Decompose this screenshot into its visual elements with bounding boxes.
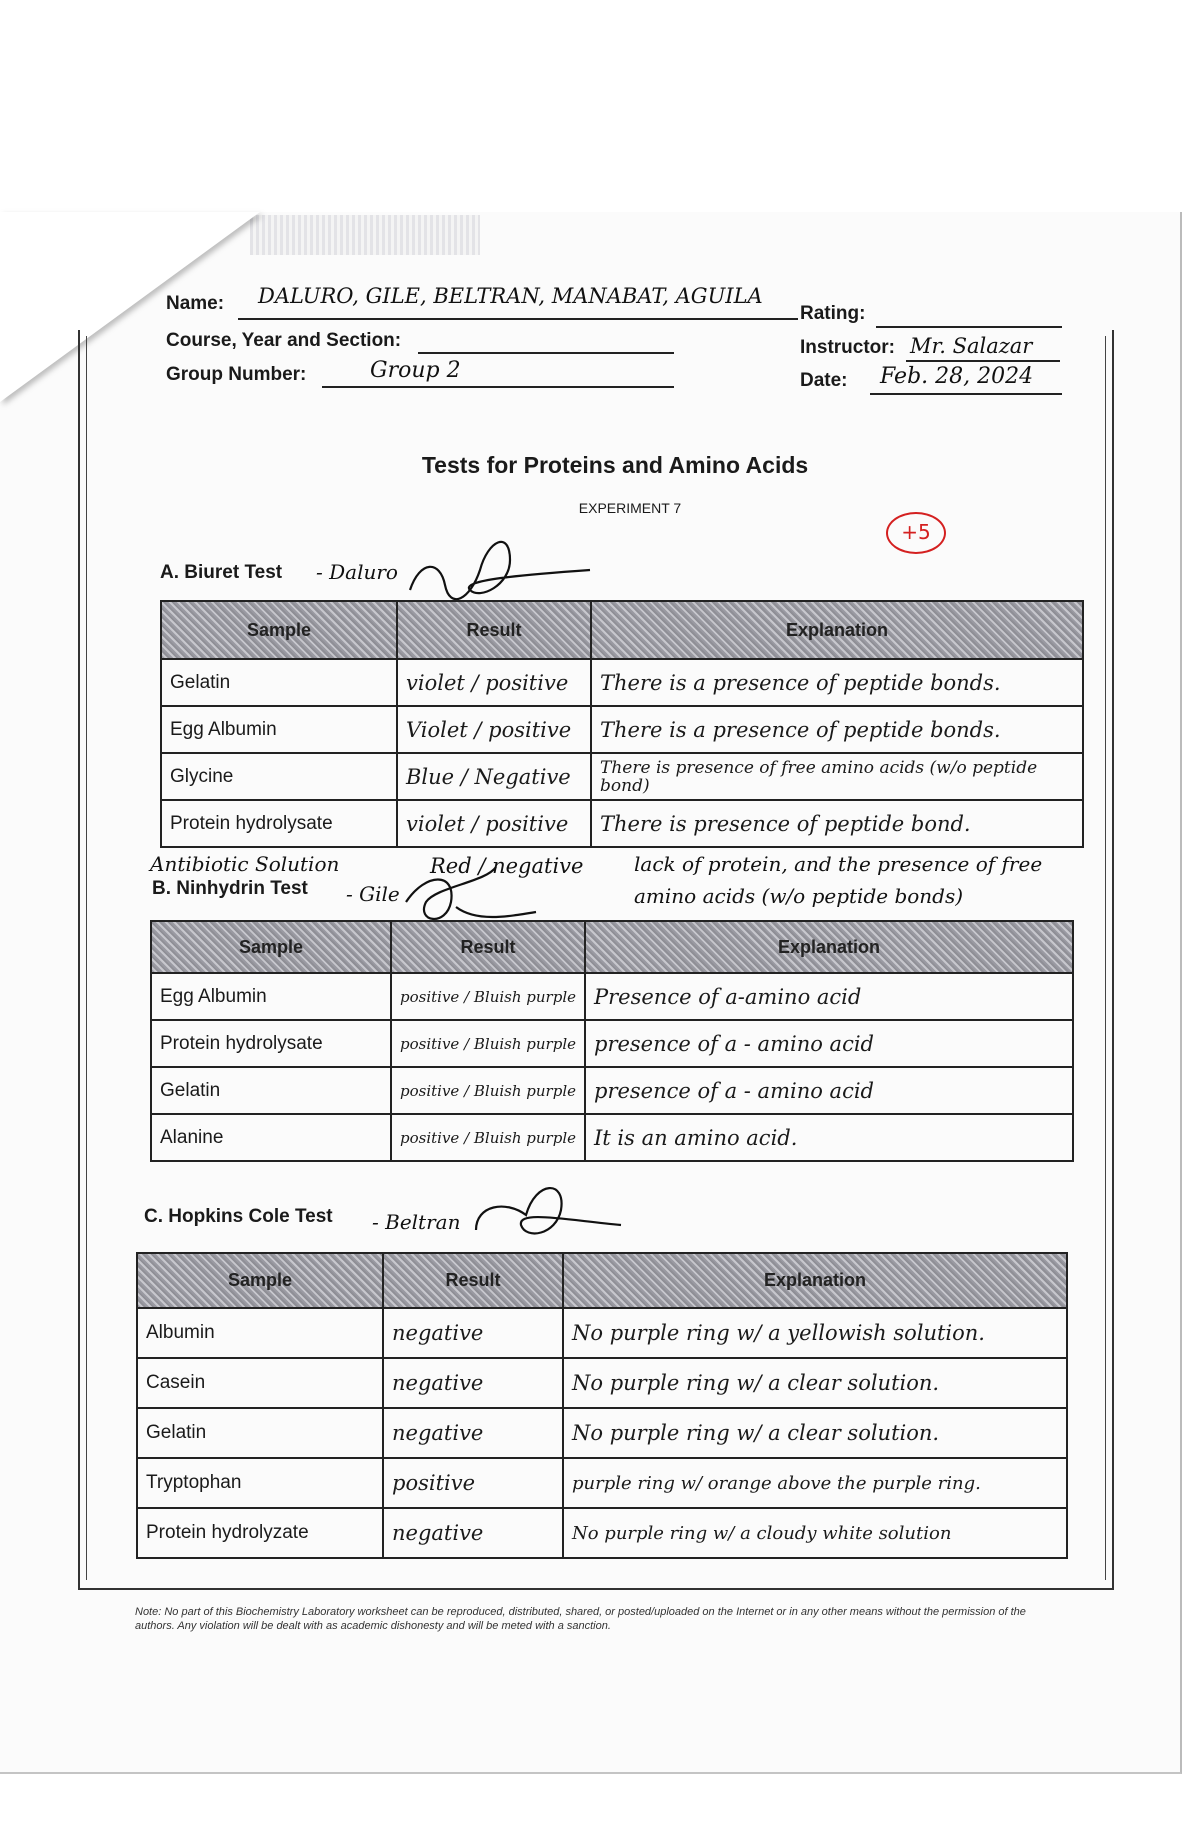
sample-cell: Gelatin [151,1067,391,1114]
table-row [137,1358,1067,1408]
name-line [238,318,798,320]
instructor-value: Mr. Salazar [910,334,1033,358]
ninhydrin-header-result: Result [391,921,585,973]
result-cell: positive / Bluish purple [391,1020,585,1067]
group-label: Group Number: [166,364,307,385]
biuret-signature [400,530,600,610]
rating-label: Rating: [800,303,866,324]
experiment-number: EXPERIMENT 7 [578,500,682,516]
hopkins-header-result: Result [383,1253,563,1308]
explanation-cell: There is a presence of peptide bonds. [591,659,1083,706]
table-row [137,1408,1067,1458]
table-row [161,800,1083,847]
sample-cell: Egg Albumin [161,706,397,753]
group-line [322,386,674,388]
hopkins-header-sample: Sample [137,1253,383,1308]
biuret-header-explanation: Explanation [591,601,1083,659]
copyright-note: Note: No part of this Biochemistry Laboratory worksheet can be reproduced, distributed, shared, or posted/uploaded on the Internet or in any other means without the permission of the authors. Any violation will be dealt with as academic dishonesty and will be meted with a sanction. [135,1606,1026,1632]
explanation-cell: No purple ring w/ a clear solution. [563,1358,1067,1408]
sample-cell: Protein hydrolysate [151,1020,391,1067]
result-cell: negative [383,1358,563,1408]
explanation-cell: No purple ring w/ a clear solution. [563,1408,1067,1458]
table-row [161,753,1083,800]
date-value: Feb. 28, 2024 [880,364,1034,389]
table-row [161,659,1083,706]
hopkins-signature [466,1180,626,1260]
result-cell: Violet / positive [397,706,591,753]
date-line [870,393,1062,395]
sample-cell: Glycine [161,753,397,800]
name-value: DALURO, GILE, BELTRAN, MANABAT, AGUILA [258,284,763,308]
name-label: Name: [166,293,225,314]
ninhydrin-table [150,920,1074,1162]
explanation-cell: No purple ring w/ a yellowish solution. [563,1308,1067,1358]
explanation-cell: There is a presence of peptide bonds. [591,706,1083,753]
sample-cell: Alanine [151,1114,391,1161]
result-cell: positive / Bluish purple [391,973,585,1020]
table-row [137,1508,1067,1558]
instructor-line [906,360,1060,362]
date-label: Date: [800,370,848,391]
sample-cell: Casein [137,1358,383,1408]
explanation-cell: presence of a - amino acid [585,1020,1073,1067]
table-row [137,1308,1067,1358]
page-title: Tests for Proteins and Amino Acids [421,452,809,478]
score-mark: +5 [886,512,946,554]
sample-cell: Gelatin [137,1408,383,1458]
sample-cell: Gelatin [161,659,397,706]
extra-sample: Antibiotic Solution [150,852,340,876]
table-row [151,1067,1073,1114]
explanation-cell: purple ring w/ orange above the purple ring. [563,1458,1067,1508]
instructor-label: Instructor: [800,337,895,358]
biuret-title: A. Biuret Test [160,562,283,583]
biuret-header-result: Result [397,601,591,659]
explanation-cell: No purple ring w/ a cloudy white solution [563,1508,1067,1558]
result-cell: violet / positive [397,659,591,706]
result-cell: violet / positive [397,800,591,847]
explanation-cell: It is an amino acid. [585,1114,1073,1161]
hopkins-author: - Beltran [372,1210,461,1234]
result-cell: negative [383,1408,563,1458]
table-row [161,706,1083,753]
result-cell: negative [383,1508,563,1558]
extra-explanation-2: amino acids (w/o peptide bonds) [634,884,964,908]
course-line [418,352,674,354]
table-row [151,1114,1073,1161]
result-cell: positive / Bluish purple [391,1067,585,1114]
sample-cell: Tryptophan [137,1458,383,1508]
result-cell: positive / Bluish purple [391,1114,585,1161]
ninhydrin-header-explanation: Explanation [585,921,1073,973]
sample-cell: Protein hydrolysate [161,800,397,847]
hopkins-header-explanation: Explanation [563,1253,1067,1308]
rating-line [876,326,1062,328]
biuret-author: - Daluro [316,560,398,584]
hopkins-title: C. Hopkins Cole Test [144,1206,333,1227]
table-row [151,973,1073,1020]
extra-result: Red / negative [430,854,584,878]
explanation-cell: There is presence of free amino acids (w/o peptide bond) [591,753,1083,800]
ninhydrin-header-sample: Sample [151,921,391,973]
sample-cell: Protein hydrolyzate [137,1508,383,1558]
scan-smudge [250,215,480,255]
course-label: Course, Year and Section: [166,330,402,351]
explanation-cell: presence of a - amino acid [585,1067,1073,1114]
result-cell: negative [383,1308,563,1358]
sample-cell: Albumin [137,1308,383,1358]
biuret-table [160,600,1084,848]
result-cell: positive [383,1458,563,1508]
explanation-cell: There is presence of peptide bond. [591,800,1083,847]
explanation-cell: Presence of a-amino acid [585,973,1073,1020]
group-value: Group 2 [370,358,461,383]
table-row [151,1020,1073,1067]
ninhydrin-title: B. Ninhydrin Test [152,878,308,899]
table-row [137,1458,1067,1508]
hopkins-table [136,1252,1068,1559]
ninhydrin-author: - Gile [346,882,400,906]
sample-cell: Egg Albumin [151,973,391,1020]
biuret-header-sample: Sample [161,601,397,659]
result-cell: Blue / Negative [397,753,591,800]
extra-explanation-1: lack of protein, and the presence of free [634,852,1043,876]
